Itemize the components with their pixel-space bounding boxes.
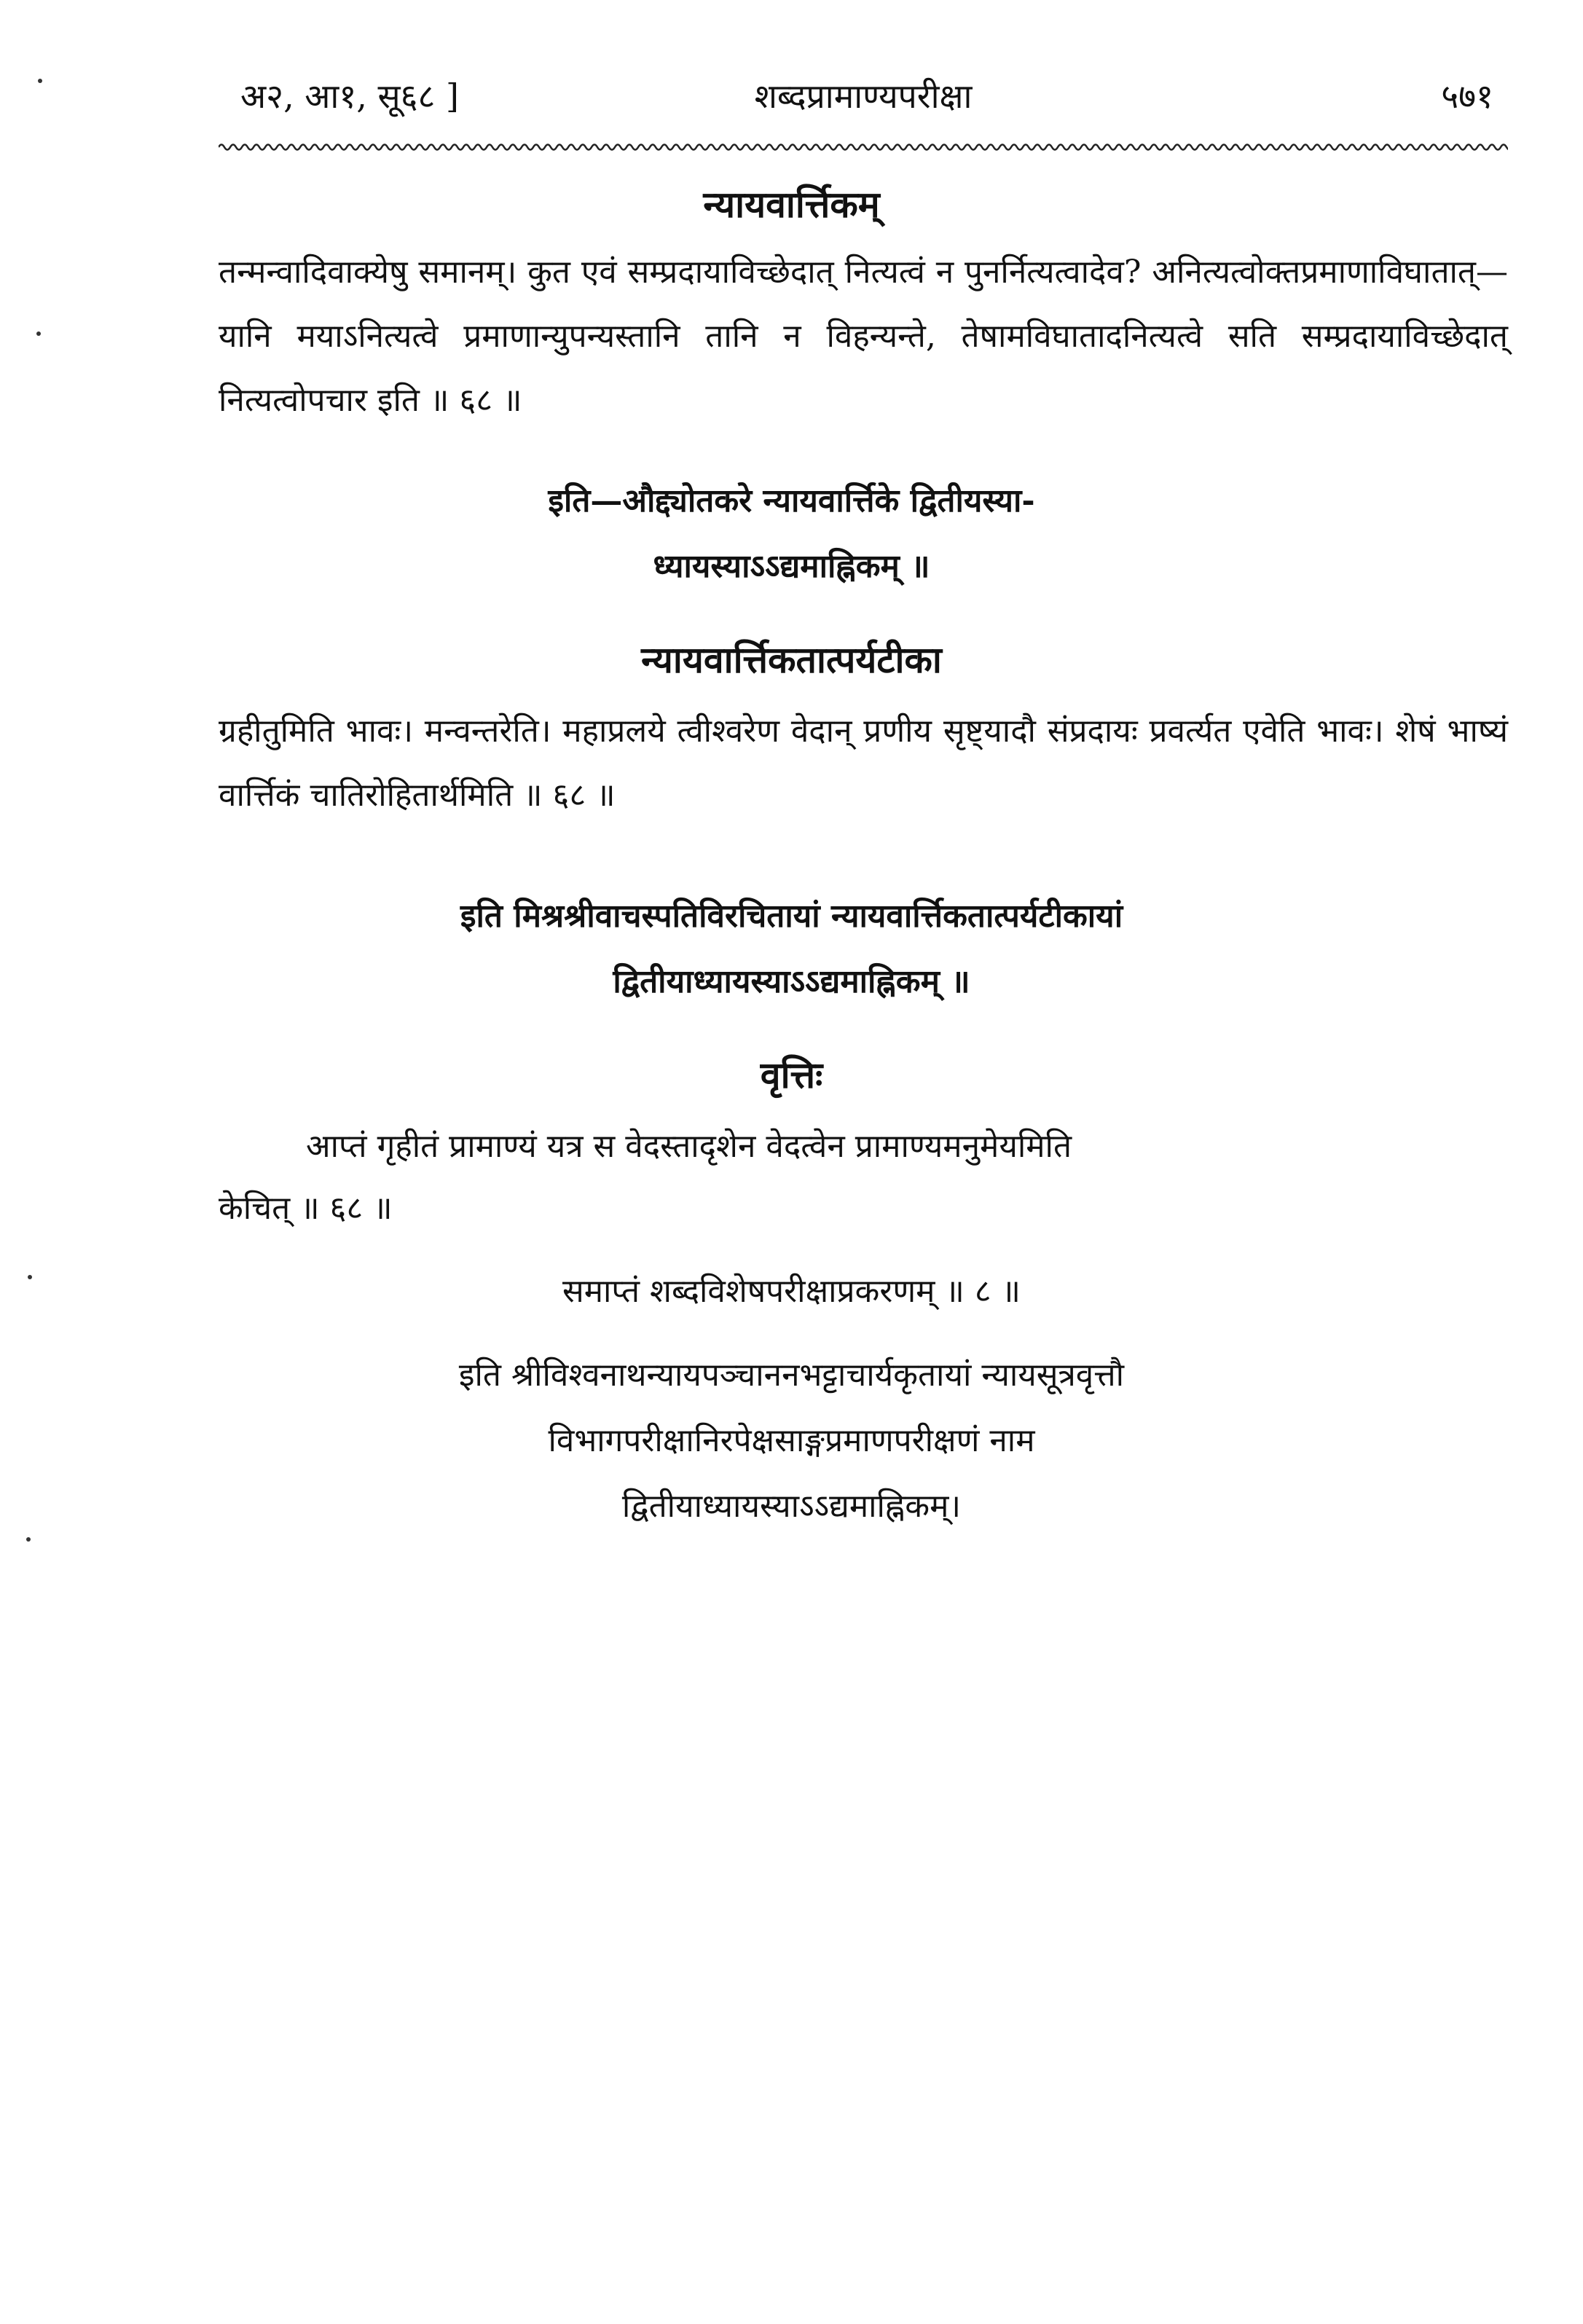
prakarana-closing: समाप्तं शब्दविशेषपरीक्षाप्रकरणम् ॥ ८ ॥ <box>562 1273 1021 1310</box>
vartika-colophon-line-1: इति—औद्द्योतकरे न्यायवार्त्तिके द्वितीयस्या- <box>548 482 1035 519</box>
vritti-text-line-1: आप्तं गृहीतं प्रामाण्यं यत्र स वेदस्तादृशेन वेदत्वेन प्रामाण्यमनुमेयमिति <box>306 1128 1072 1165</box>
vritti-colophon-line-3: द्वितीयाध्यायस्याऽऽद्यमाह्निकम्। <box>621 1488 962 1525</box>
running-title: शब्दप्रामाण्यपरीक्षा <box>754 76 973 116</box>
section-reference: अ२, आ१, सू६८ ] <box>240 76 459 116</box>
scan-speck <box>26 1537 31 1542</box>
tika-colophon-line-2: द्वितीयाध्यायस्याऽऽद्यमाह्निकम् ॥ <box>613 963 970 1000</box>
vartika-heading: न्यायवार्त्तिकम् <box>703 183 880 226</box>
tika-text: ग्रहीतुमिति भावः। मन्वन्तरेति। महाप्रलये त्वीश्वरेण वेदान् प्रणीय सृष्ट्यादौ संप्रदायः प्रवर्त्यत एवेति भावः। शेषं भाष्यं वार्त्तिकं चातिरोहितार्थमिति ॥ ६८ ॥ <box>219 712 1508 814</box>
vritti-colophon-line-1: इति श्रीविश्वनाथन्यायपञ्चाननभट्टाचार्यकृतायां न्यायसूत्रवृत्तौ <box>458 1357 1125 1394</box>
vritti-colophon-line-2: विभागपरीक्षानिरपेक्षसाङ्गप्रमाणपरीक्षणं नाम <box>548 1422 1035 1459</box>
running-header <box>219 67 1508 133</box>
scan-speck <box>36 331 41 336</box>
vritti-text-line-2: केचित् ॥ ६८ ॥ <box>219 1190 393 1227</box>
wavy-rule <box>219 140 1508 154</box>
page-number: ५७१ <box>1441 76 1493 116</box>
tika-heading: न्यायवार्त्तिकतात्पर्यटीका <box>641 638 942 681</box>
scan-speck <box>28 1275 32 1279</box>
vartika-text: तन्मन्वादिवाक्येषु समानम्। कुत एवं सम्प्रदायाविच्छेदात् नित्यत्वं न पुनर्नित्यत्वादेव? अनित्यत्वोक्तप्रमाणाविघातात्—यानि मयाऽनित्यत्वे प्रमाणान्युपन्यस्तानि तानि न विहन्यन्ते, तेषामविघातादनित्यत्वे सति सम्प्रदायाविच्छेदात् नित्यत्वोपचार इति ॥ ६८ ॥ <box>219 254 1508 419</box>
vritti-heading: वृत्तिः <box>760 1053 823 1096</box>
scan-speck <box>38 79 42 83</box>
vartika-colophon-line-2: ध्यायस्याऽऽद्यमाह्निकम् ॥ <box>653 548 930 585</box>
tika-colophon-line-1: इति मिश्रश्रीवाचस्पतिविरचितायां न्यायवार्त्तिकतात्पर्यटीकायां <box>460 898 1123 935</box>
